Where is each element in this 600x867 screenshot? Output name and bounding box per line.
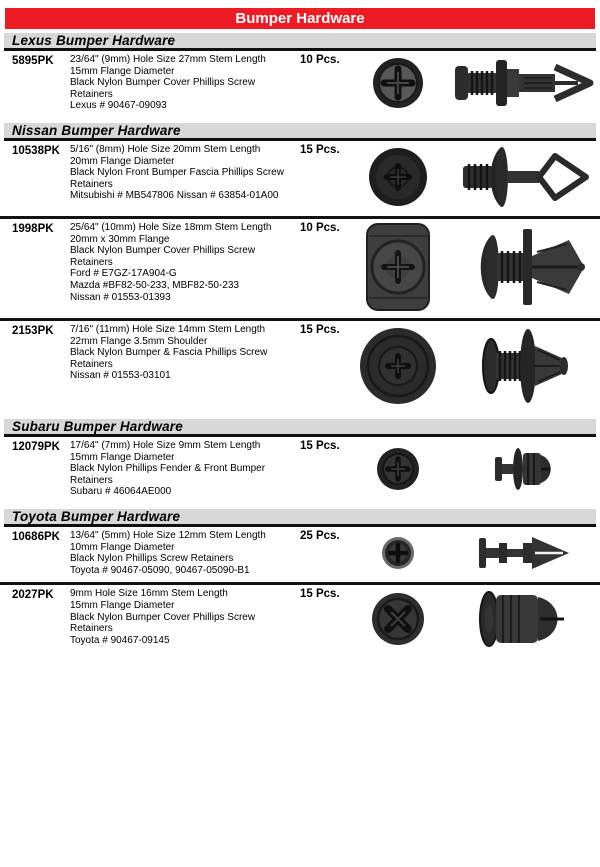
section-rows — [0, 527, 600, 656]
part-number: 1998PK — [12, 222, 54, 235]
description-line: Retainers — [70, 256, 113, 268]
description-line: Retainers — [70, 88, 113, 100]
product-description — [70, 324, 300, 382]
description-line: Nissan # 01553-01393 — [70, 291, 171, 303]
quantity: 15 Pcs. — [300, 143, 340, 156]
product-row — [0, 216, 600, 318]
section-header — [4, 419, 596, 437]
small-pan-head-phillips-top-view — [376, 447, 420, 491]
description-line: Ford # E7GZ-17A904-G — [70, 268, 177, 280]
description-line: Toyota # 90467-09145 — [70, 634, 170, 646]
description-line: 15mm Flange Diameter — [70, 451, 175, 463]
part-number: 2027PK — [12, 589, 54, 602]
description-line: 10mm Flange Diameter — [70, 541, 175, 553]
description-line: Retainers — [70, 178, 113, 190]
dome-head-phillips-top-view — [368, 147, 428, 207]
description-line: 25/64" (10mm) Hole Size 18mm Stem Length — [70, 221, 272, 233]
section-header — [4, 123, 596, 141]
part-number: 10538PK — [12, 144, 60, 157]
product-photo-side-view — [450, 54, 600, 112]
part-number: 2153PK — [12, 324, 54, 337]
product-photo-top-view — [346, 324, 450, 408]
product-photo-side-view — [450, 144, 600, 210]
product-photo-side-view — [450, 222, 600, 312]
disc-phillips-head-top-view — [359, 327, 437, 405]
part-number: 5895PK — [12, 55, 54, 67]
product-description — [70, 54, 300, 112]
description-line: Black Nylon Bumper Cover Phillips Screw — [70, 77, 256, 89]
description-line: 22mm Flange 3.5mm Shoulder — [70, 335, 208, 347]
description-line: 17/64" (7mm) Hole Size 9mm Stem Length — [70, 439, 261, 451]
description-line: Black Nylon Bumper Cover Phillips Screw — [70, 611, 256, 623]
quantity: 15 Pcs. — [300, 323, 340, 336]
product-photo-side-view — [450, 324, 600, 408]
description-line: Toyota # 90467-05090, 90467-05090-B1 — [70, 564, 250, 576]
arrow-stem-retainer-side-view — [454, 55, 596, 111]
product-photo-side-view — [450, 588, 600, 650]
brand-section — [0, 509, 600, 656]
section-title: Subaru Bumper Hardware — [12, 418, 183, 434]
description-line: Nissan # 01553-03101 — [70, 370, 171, 382]
product-description — [70, 440, 300, 498]
x-phillips-head-top-view — [371, 592, 425, 646]
description-line: Retainers — [70, 358, 113, 370]
product-row — [0, 437, 600, 504]
section-title: Nissan Bumper Hardware — [12, 122, 181, 138]
description-line: 5/16" (8mm) Hole Size 20mm Stem Length — [70, 143, 261, 155]
description-line: Black Nylon Phillips Fender & Front Bumper — [70, 463, 266, 475]
description-line: Retainers — [70, 623, 113, 635]
description-line: 7/16" (11mm) Hole Size 14mm Stem Length — [70, 323, 266, 335]
part-number: 10686PK — [12, 530, 60, 543]
section-rows — [0, 437, 600, 504]
section-rows — [0, 141, 600, 414]
product-row — [0, 318, 600, 414]
bullet-snap-rivet-side-view — [476, 588, 574, 650]
product-description — [70, 530, 300, 576]
small-clip-retainer-side-view — [492, 443, 558, 495]
section-header — [4, 33, 596, 51]
description-line: 23/64" (9mm) Hole Size 27mm Stem Length — [70, 54, 266, 65]
product-photo-top-view — [346, 222, 450, 312]
description-line: 9mm Hole Size 16mm Stem Length — [70, 588, 228, 600]
description-line: 15mm Flange Diameter — [70, 599, 175, 611]
plate-phillips-screw-top-view — [366, 223, 430, 311]
description-line: Black Nylon Bumper Cover Phillips Screw — [70, 245, 256, 257]
description-line: Black Nylon Phillips Screw Retainers — [70, 553, 234, 565]
quantity: 15 Pcs. — [300, 439, 340, 452]
description-line: Mitsubishi # MB547806 Nissan # 63854-01A00 — [70, 190, 279, 202]
description-line: Mazda #BF82-50-233, MBF82-50-233 — [70, 279, 239, 291]
plate-rivet-side-view — [459, 222, 591, 312]
spear-push-rivet-side-view — [477, 533, 573, 573]
brand-section — [0, 123, 600, 414]
double-flange-rivet-side-view — [478, 324, 573, 408]
quantity: 10 Pcs. — [300, 221, 340, 234]
quantity: 10 Pcs. — [300, 54, 340, 66]
quantity: 15 Pcs. — [300, 588, 340, 601]
product-photo-side-view — [450, 530, 600, 576]
section-title: Lexus Bumper Hardware — [12, 33, 176, 48]
product-description — [70, 144, 300, 202]
product-row — [0, 527, 600, 582]
description-line: 15mm Flange Diameter — [70, 65, 175, 77]
catalog-page — [0, 8, 600, 656]
description-line: Lexus # 90467-09093 — [70, 100, 167, 112]
page-title: Bumper Hardware — [235, 10, 365, 27]
page-title-banner — [5, 8, 595, 29]
product-photo-top-view — [346, 144, 450, 210]
description-line: Retainers — [70, 474, 113, 486]
description-line: Subaru # 46064AE000 — [70, 486, 172, 498]
part-number: 12079PK — [12, 440, 60, 453]
description-line: Black Nylon Bumper & Fascia Phillips Screw — [70, 347, 268, 359]
product-row — [0, 51, 600, 118]
sections-container — [0, 33, 600, 656]
description-line: 20mm Flange Diameter — [70, 155, 175, 167]
quantity: 25 Pcs. — [300, 529, 340, 542]
product-photo-top-view — [346, 54, 450, 112]
product-photo-top-view — [346, 588, 450, 650]
description-line: Black Nylon Front Bumper Fascia Phillips Screw — [70, 167, 284, 179]
section-header — [4, 509, 596, 527]
description-line: 20mm x 30mm Flange — [70, 233, 170, 245]
product-photo-top-view — [346, 440, 450, 498]
description-line: 13/64" (5mm) Hole Size 12mm Stem Length — [70, 529, 266, 541]
product-row — [0, 141, 600, 216]
product-photo-side-view — [450, 440, 600, 498]
brand-section — [0, 419, 600, 504]
product-photo-top-view — [346, 530, 450, 576]
umbrella-arrow-retainer-side-view — [459, 144, 591, 210]
product-description — [70, 222, 300, 303]
section-title: Toyota Bumper Hardware — [12, 508, 181, 524]
product-description — [70, 588, 300, 646]
mini-phillips-head-top-view — [381, 536, 415, 570]
product-row — [0, 582, 600, 656]
pan-head-phillips-top-view — [372, 57, 424, 109]
section-rows — [0, 51, 600, 118]
brand-section — [0, 33, 600, 118]
